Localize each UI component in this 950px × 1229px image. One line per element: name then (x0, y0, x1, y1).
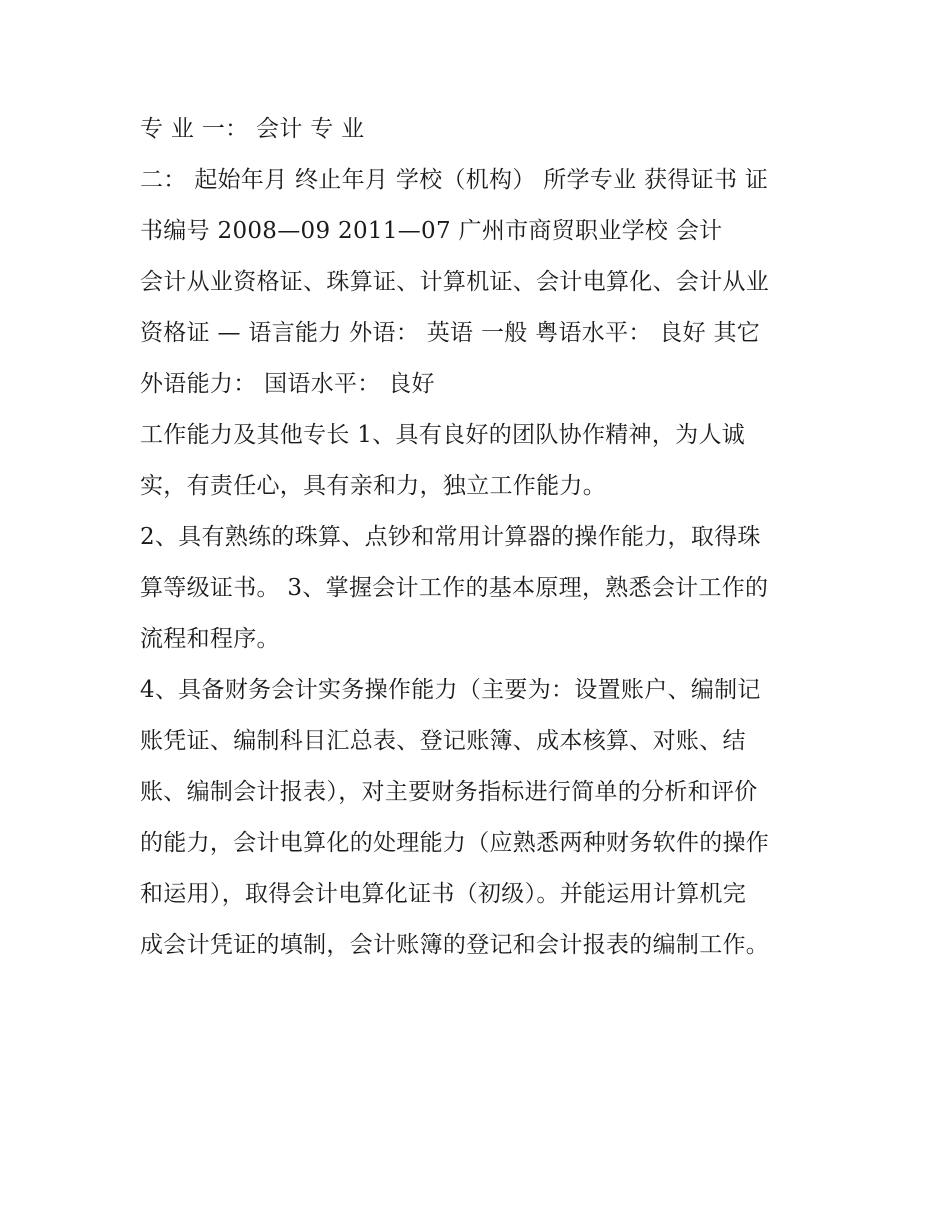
line-skills-4-cont-1: 账凭证、编制科目汇总表、登记账簿、成本核算、对账、结 (140, 728, 746, 754)
line-certificates: 会计从业资格证、珠算证、计算机证、会计电算化、会计从业 (140, 269, 770, 295)
line-skills-4-cont-4: 和运用），取得会计电算化证书（初级）。并能运用计算机完 (140, 881, 747, 907)
document-body (140, 104, 830, 971)
line-education-detail: 书编号 2008—09 2011—07 广州市商贸职业学校 会计 (140, 218, 723, 244)
line-skills-4-cont-2: 账、编制会计报表），对主要财务指标进行简单的分析和评价 (140, 779, 758, 805)
line-education-header: 二： 起始年月 终止年月 学校（机构） 所学专业 获得证书 证 (140, 167, 769, 193)
line-skills-4-cont-3: 的能力，会计电算化的处理能力（应熟悉两种财务软件的操作 (140, 830, 770, 856)
line-language-ability: 资格证 — 语言能力 外语： 英语 一般 粤语水平： 良好 其它 (140, 320, 761, 346)
line-skills-4: 4、具备财务会计实务操作能力（主要为：设置账户、编制记 (140, 677, 761, 703)
line-skills-1-cont: 实，有责任心，具有亲和力，独立工作能力。 (140, 473, 606, 499)
line-language-mandarin: 外语能力： 国语水平： 良好 (140, 371, 435, 397)
line-major: 专 业 一： 会计 专 业 (140, 116, 365, 142)
line-skills-3: 算等级证书。 3、掌握会计工作的基本原理，熟悉会计工作的 (140, 575, 769, 601)
line-skills-2: 2、具有熟练的珠算、点钞和常用计算器的操作能力，取得珠 (140, 524, 761, 550)
line-skills-1: 工作能力及其他专长 1、具有良好的团队协作精神，为人诚 (140, 422, 746, 448)
line-skills-3-cont: 流程和程序。 (140, 626, 280, 652)
line-skills-4-cont-5: 成会计凭证的填制，会计账簿的登记和会计报表的编制工作。 (140, 932, 770, 958)
